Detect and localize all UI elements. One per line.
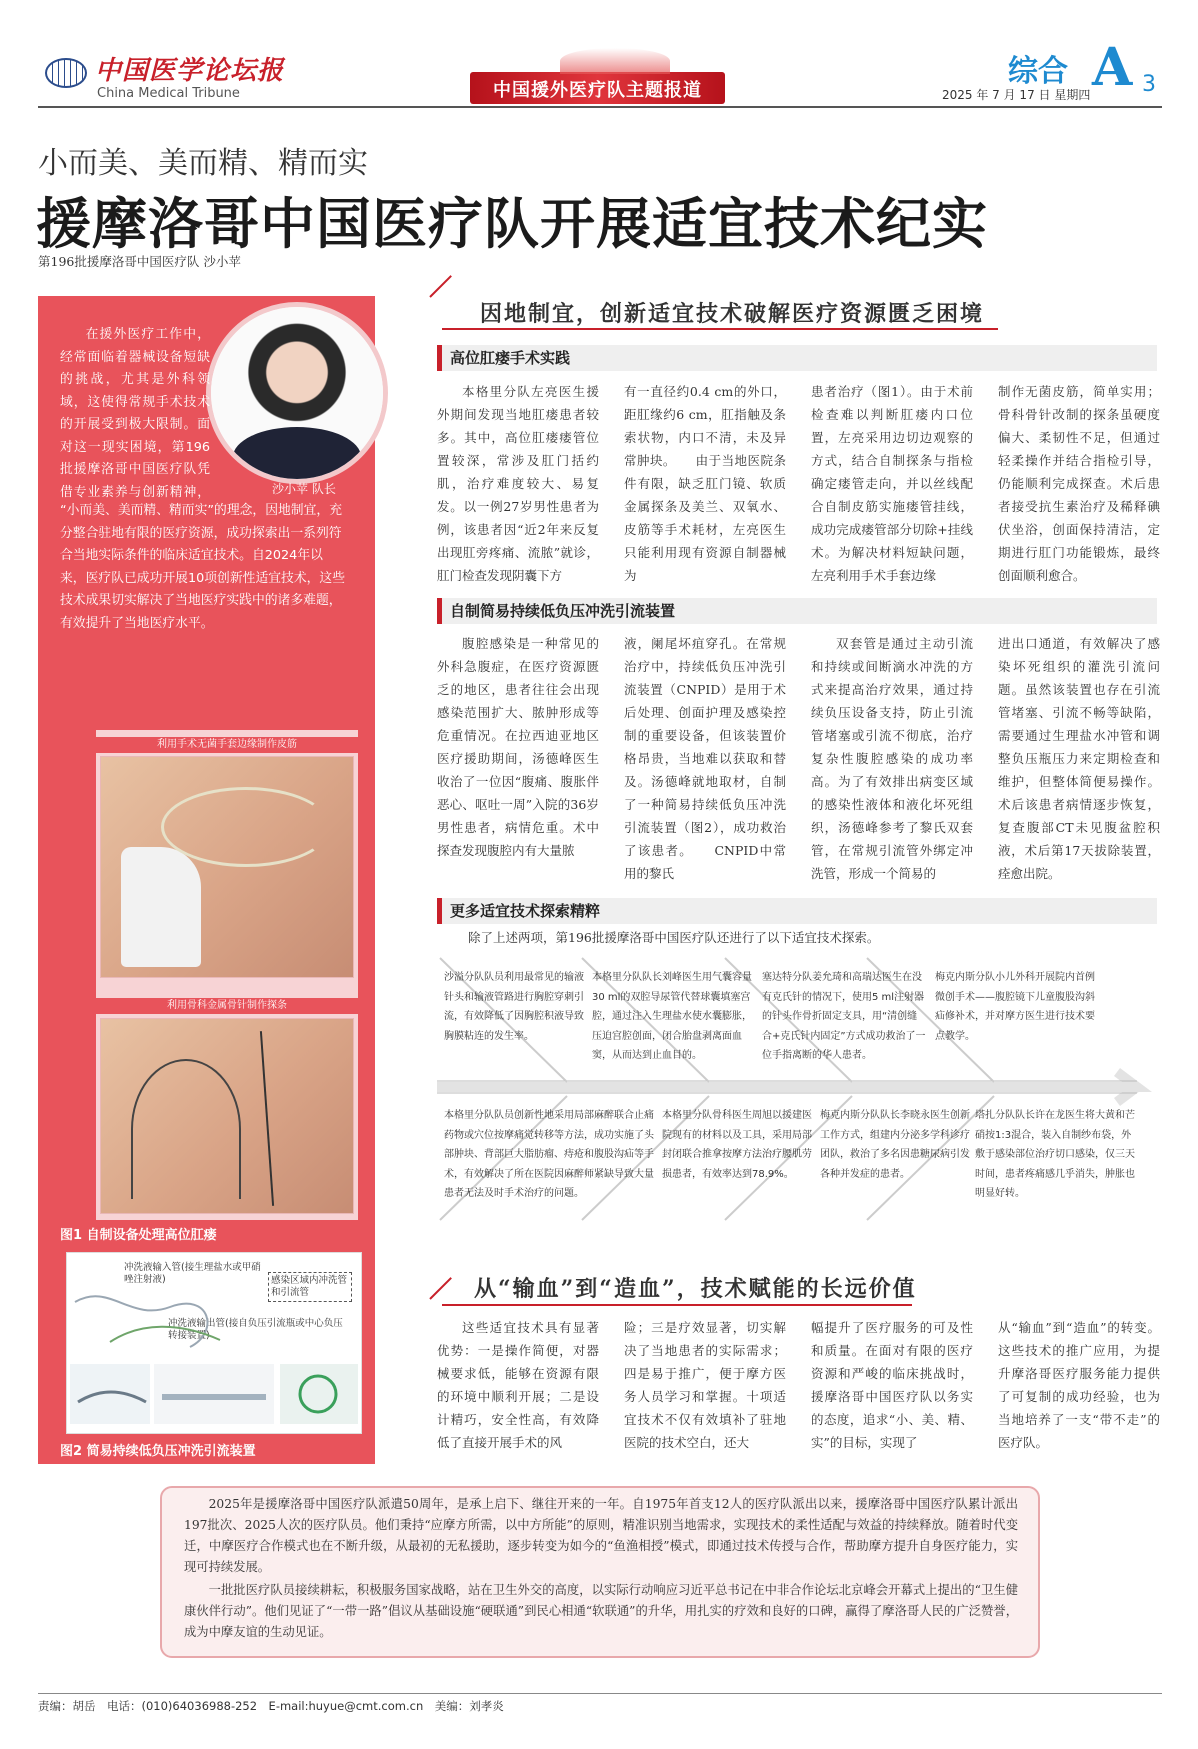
- fishbone-item-4: 梅克内斯分队小儿外科开展院内首例微创手术——腹腔镜下儿童腹股沟斜疝修补术，并对摩方医生进行技术要点教学。: [935, 972, 1095, 1042]
- glove-image: [121, 847, 201, 967]
- fishbone-item-2: 本格里分队队长刘峰医生用气囊容量30 ml的双腔导尿管代替球囊填塞宫腔，通过注入生理盐水使水囊膨胀，压迫宫腔创面，闭合胎盘剥离面血窦，从而达到止血目的。: [592, 972, 752, 1061]
- part2-col-3: 幅提升了医疗服务的可及性和质量。在面对有限的医疗资源和严峻的临床挑战时，援摩洛哥中国医疗队以务实的态度，追求“小、美、精、实”的目标，实现了: [811, 1320, 973, 1450]
- needle-image: [260, 1031, 274, 1206]
- fishbone-item-6: 本格里分队骨科医生周旭以援建医院现有的材料以及工具，采用局部封闭联合推拿按摩方法治疗腰肌劳损患者，有效率达到78.9%。: [662, 1110, 812, 1180]
- fig1-subcaption-2: 利用骨科金属骨针制作探条: [96, 998, 358, 1014]
- fig1-photo-rubber-band: [100, 756, 354, 978]
- footer-rule: [38, 1693, 1162, 1694]
- sec2-col-3: 双套管是通过主动引流和持续或间断滴水冲洗的方式来提高治疗效果，通过持续负压设备支持，防止引流管堵塞或引流不彻底，治疗复杂性腹腔感染的成功率高。为了有效排出病变区域的感染性液体和液化坏死组织，汤德峰参考了黎氏双套管，在常规引流管外绑定冲洗管，形成一个简易的: [811, 636, 973, 881]
- fig1-photo-probe: [100, 1018, 354, 1214]
- intro-paragraph: 在援外医疗工作中，经常面临着器械设备短缺的挑战，尤其是外科领域，这使得常规手术技术的开展受到极大限制。面对这一现实困境，第196批援摩洛哥中国医疗队凭借专业素养与创新精神，: [60, 327, 210, 500]
- page-letter: A: [1092, 37, 1133, 98]
- banner-title: 中国援外医疗队主题报道: [493, 80, 702, 101]
- part2-col-4: 从“输血”到“造血”的转变。这些技术的推广应用，为提升摩洛哥医疗服务能力提供了可复制的成功经验，也为当地培养了一支“带不走”的医疗队。: [998, 1320, 1160, 1450]
- issue-date: 2025 年 7 月 17 日 星期四: [942, 88, 1091, 102]
- fig1-subcaption-1: 利用手术无菌手套边缘制作皮筋: [96, 737, 358, 753]
- part1-slash: [429, 275, 452, 298]
- intro-paragraph-cont: “小而美、美而精、精而实”的理念，因地制宜，充分整合驻地有限的医疗资源，成功探索出一系列符合当地实际条件的临床适宜技术。自2024年以来，医疗队已成功开展10项创新性适宜技术，这些技术成果切实解决了当地医疗实践中的诸多难题，有效提升了当地医疗水平。: [60, 503, 346, 631]
- masthead: [0, 0, 1198, 110]
- sec2-col-1: 腹腔感染是一种常见的外科急腹症，在医疗资源匮乏的地区，患者往往会出现感染范围扩大、脓肿形成等危重情况。在拉西迪亚地区医疗援助期间，汤德峰医生收治了一位因“腹痛、腹胀伴恶心、呕吐一周”入院的36岁男性患者，病情危重。术中探查发现腹腔内有大量脓: [437, 636, 599, 858]
- fig2-label-drain: 感染区域内冲洗管和引流管: [268, 1272, 352, 1302]
- sec3-intro: 除了上述两项，第196批援摩洛哥中国医疗队还进行了以下适宜技术探索。: [468, 930, 880, 945]
- article-title: 援摩洛哥中国医疗队开展适宜技术纪实: [36, 192, 989, 256]
- sec1-col-4: 制作无菌皮筋，简单实用；骨科骨针改制的探条虽硬度偏大、柔韧性不足，但通过轻柔操作并结合指检引导，仍能顺利完成探查。术后患者接受抗生素治疗及稀释碘伏坐浴，创面保持清洁，定期进行肛门功能锻炼，最终创面顺利愈合。: [998, 384, 1160, 583]
- fishbone-item-3: 塞达特分队姜允琦和高瑞达医生在没有克氏针的情况下，使用5 ml注射器的针头作骨折固定支具，用“清创缝合+克氏针内固定”方式成功救治了一位手指离断的华人患者。: [762, 972, 926, 1061]
- sec1-col-2: 有一直径约0.4 cm的外口，距肛缘约6 cm，肛指触及条索状物，内口不清，未及异常肿块。 由于当地医院条件有限，缺乏肛门镜、软质金属探条及美兰、双氧水、皮筋等手术耗材，左亮医生只能利用现有资源自制器械为: [624, 384, 786, 583]
- section-name: 综合: [1008, 54, 1068, 89]
- fishbone-item-1: 沙溢分队队员利用最常见的输液针头和输液管路进行胸腔穿刺引流，有效降低了因胸腔积液导致胸膜粘连的发生率。: [444, 972, 584, 1042]
- fishbone-item-8: 塔扎分队队长许在龙医生将大黄和芒硝按1:3混合，装入自制纱布袋，外敷于感染部位治疗切口感染，仅三天时间，患者疼痛感几乎消失，肿胀也明显好转。: [975, 1110, 1135, 1199]
- fig2-caption: 图2 简易持续低负压冲洗引流装置: [60, 1444, 256, 1459]
- sec1-col-3: 患者治疗（图1）。由于术前检查难以判断肛瘘内口位置，左亮采用边切边观察的方式，结合自制探条与指检确定瘘管走向，并以丝线配合自制皮筋实施瘘管挂线，成功完成瘘管部分切除+挂线术。为解决材料短缺问题，左亮利用手术手套边缘: [811, 384, 973, 583]
- part2-heading: 从“输血”到“造血”，技术赋能的长远价值: [474, 1276, 917, 1302]
- logo-cn: 中国医学论坛报: [95, 56, 285, 86]
- section3-title: 更多适宜技术探索精粹: [437, 898, 1157, 924]
- part2-col-1: 这些适宜技术具有显著优势：一是操作简便，对器械要求低，能够在资源有限的环境中顺利开展；二是设计精巧，安全性高，有效降低了直接开展手术的风: [437, 1320, 599, 1450]
- part1-heading: 因地制宜，创新适宜技术破解医疗资源匮乏困境: [480, 301, 985, 327]
- probe-image: [131, 1059, 241, 1199]
- kicker: 小而美、美而精、精而实: [38, 146, 368, 181]
- portrait-caption: 沙小苹 队长: [272, 482, 336, 496]
- part2-underline: [442, 1304, 912, 1306]
- summary-paragraph-1: 2025年是援摩洛哥中国医疗队派遣50周年，是承上启下、继往开来的一年。自1975年首支12人的医疗队派出以来，援摩洛哥中国医疗队累计派出197批次、2025人次的医疗队员。他们秉持“应摩方所需，以中方所能”的原则，精准识别当地需求，实现技术的柔性适配与效益的持续释放。随着时代变迁，中摩医疗合作模式也在不断升级，从最初的无私援助，逐步转变为如今的“鱼渔相授”模式，即通过技术传授与合作，帮助摩方提升自身医疗能力，实现可持续发展。: [184, 1497, 1018, 1574]
- summary-paragraph-2: 一批批医疗队员接续耕耘，积极服务国家战略，站在卫生外交的高度，以实际行动响应习近平总书记在中非合作论坛北京峰会开幕式上提出的“卫生健康伙伴行动”。他们见证了“一带一路”倡议从基础设施“硬联通”到民心相通“软联通”的升华，用扎实的疗效和良好的口碑，赢得了摩洛哥人民的广泛赞誉，成为中摩友谊的生动见证。: [184, 1583, 1018, 1639]
- sec2-col-4: 进出口通道，有效解决了感染坏死组织的灌洗引流问题。虽然该装置也存在引流管堵塞、引流不畅等缺陷，需要通过生理盐水冲管和调整负压瓶压力来定期检查和维护，但整体简便易操作。术后该患者病情逐步恢复，复查腹部CT未见腹盆腔积液，术后第17天拔除装置，痊愈出院。: [998, 636, 1160, 881]
- logo-en: China Medical Tribune: [97, 86, 240, 101]
- page-number: 3: [1142, 72, 1156, 97]
- fig2-label-output: 冲洗液输出管(接自负压引流瓶或中心负压转接装置): [168, 1318, 343, 1341]
- byline: 第196批援摩洛哥中国医疗队 沙小苹: [38, 254, 241, 269]
- section1-title: 高位肛瘘手术实践: [437, 345, 1157, 371]
- tube-image: [161, 787, 331, 867]
- footer-credits: 责编：胡岳 电话：(010)64036988-252 E-mail:huyue@cmt.com.cn 美编：刘孝炎: [38, 1699, 504, 1713]
- sec2-col-2: 液，阑尾坏疽穿孔。在常规治疗中，持续低负压冲洗引流装置（CNPID）是用于术后处理、创面护理及感染控制的重要设备，但该装置价格昂贵，当地难以获取和替及。汤德峰就地取材，自制了一种简易持续低负压冲洗引流装置（图2），成功救治了该患者。 CNPID中常用的黎氏: [624, 636, 786, 881]
- sec1-col-1: 本格里分队左亮医生援外期间发现当地肛瘘患者较多。其中，高位肛瘘瘘管位置较深，常涉及肛门括约肌，治疗难度较大、易复发。以一例27岁男性患者为例，该患者因“近2年来反复出现肛旁疼痛、流脓”就诊，肛门检查发现阴囊下方: [437, 384, 599, 583]
- fig2-tube-diagram: [70, 1262, 360, 1432]
- section2-title: 自制简易持续低负压冲洗引流装置: [437, 598, 1157, 624]
- globe-icon: [45, 58, 87, 88]
- fig1-caption: 图1 自制设备处理高位肛瘘: [60, 1228, 217, 1243]
- fishbone-item-5: 本格里分队队员创新性地采用局部麻醉联合止痛药物或穴位按摩痛觉转移等方法，成功实施了头部肿块、背部巨大脂肪瘤、痔疮和腹股沟疝等手术，有效解决了所在医院因麻醉师紧缺导致大量患者无法及时手术治疗的问题。: [444, 1110, 654, 1199]
- fig2-label-input: 冲洗液输入管(接生理盐水或甲硝唑注射液): [124, 1262, 261, 1285]
- part1-underline: [442, 328, 998, 330]
- part2-slash: [429, 1277, 452, 1300]
- part2-col-2: 险；三是疗效显著，切实解决了当地患者的实际需求；四是易于推广，便于摩方医务人员学习和掌握。十项适宜技术不仅有效填补了驻地医院的技术空白，还大: [624, 1320, 786, 1450]
- flag-decoration: [560, 48, 670, 74]
- fishbone-item-7: 梅克内斯分队队长李晓永医生创新工作方式，组建内分泌多学科诊疗团队，救治了多名因患糖尿病引发各种并发症的患者。: [820, 1110, 970, 1180]
- masthead-rule: [38, 106, 1162, 108]
